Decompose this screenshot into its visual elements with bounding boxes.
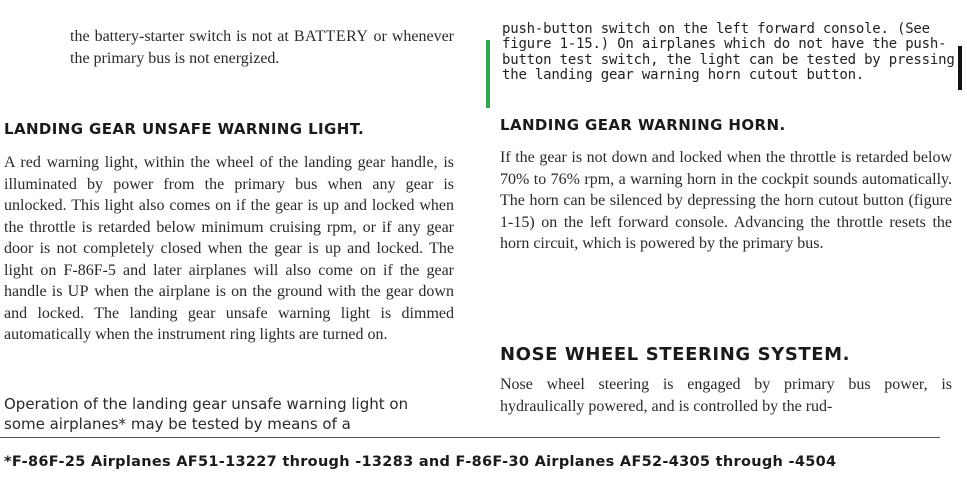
intro-text-2: or whenever the primary bus is not energized.: [70, 28, 455, 67]
unsafe-warning-light-body: [4, 152, 454, 346]
warning-horn-body: If the gear is not down and locked when the throttle is retarded below 70% to 76% rpm, a warning horn in the cockpit sounds automatically. The horn can be silenced by depressing the horn cutout button (figure 1-15) on the left forward console. Advancing the throttle resets the horn circuit, which is powered by the primary bus.: [500, 149, 952, 252]
intro-text-1: the battery-starter switch is not at: [70, 28, 294, 45]
footnote-divider: [0, 437, 940, 438]
nose-wheel-steering-heading: NOSE WHEEL STEERING SYSTEM.: [500, 344, 851, 365]
footnote: *F-86F-25 Airplanes AF51-13227 through -13283 and F-86F-30 Airplanes AF52-4305 through -4504: [4, 454, 837, 470]
unsafe-body-up-label: UP: [67, 283, 90, 300]
revision-bar-black: [958, 46, 962, 90]
warning-horn-heading: LANDING GEAR WARNING HORN.: [500, 116, 786, 134]
unsafe-body-text-1: A red warning light, within the wheel of the landing gear handle, is illuminated by power from the primary bus when any gear is unlocked. This light also comes on if the gear is up and locked when the throttle is retarded below minimum cruising rpm, or if any gear door is not completely closed when the gear is up and locked. The light on F-86F-5 and later airplanes will also come on if the gear handle is: [4, 154, 454, 300]
intro-paragraph: [70, 26, 454, 69]
revision-bar-green: [486, 40, 490, 108]
unsafe-warning-light-heading: LANDING GEAR UNSAFE WARNING LIGHT.: [4, 120, 365, 138]
unsafe-body-text-2: when the airplane is on the ground with the gear down and locked. The landing gear unsafe warning light is dimmed automatically when the instrument ring lights are turned on.: [4, 283, 454, 343]
intro-battery-label: BATTERY: [293, 28, 369, 45]
nose-wheel-steering-body: Nose wheel steering is engaged by primary bus power, is hydraulically powered, and is controlled by the rud-: [500, 376, 952, 415]
unsafe-warning-light-body-revised: Operation of the landing gear unsafe warning light on some airplanes* may be tested by means of a: [4, 395, 409, 433]
continued-test-switch-text: push-button switch on the left forward console. (See figure 1-15.) On airplanes which do not have the push-button test switch, the light can be tested by pressing the landing gear warning horn cutout button.: [502, 21, 955, 84]
